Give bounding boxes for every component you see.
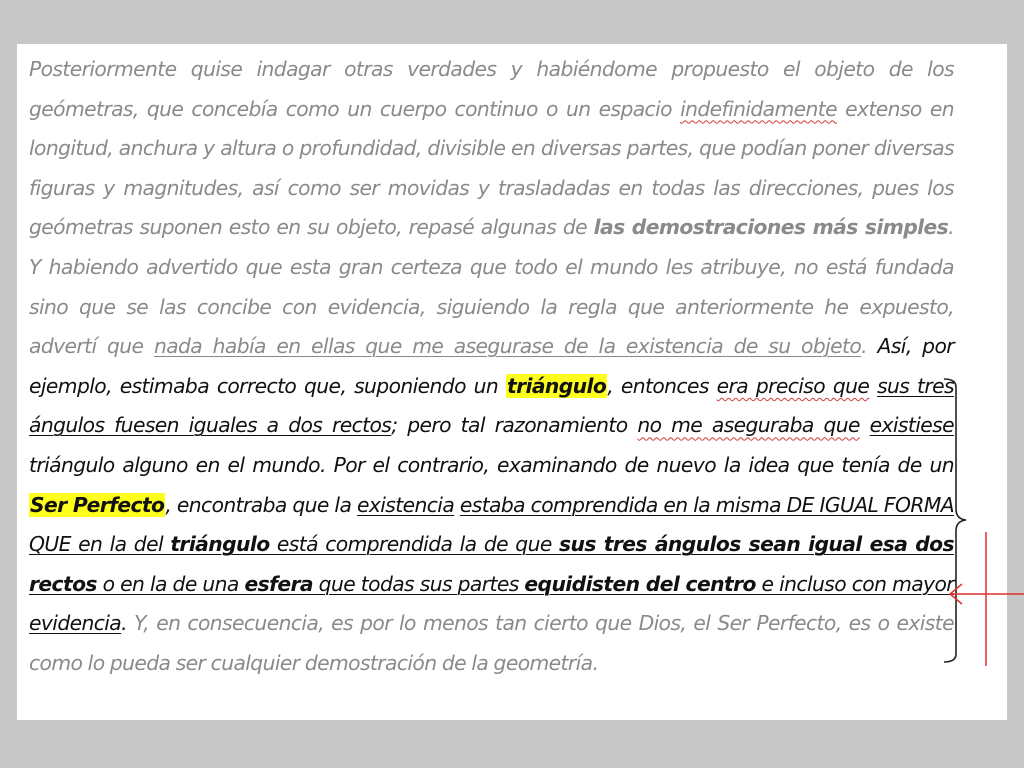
dark-text: .: [121, 611, 127, 636]
dark-text: , entonces: [607, 373, 717, 398]
paragraph: [29, 50, 954, 684]
underlined-phrase: nada había en ellas que me asegurase de la existencia de su objeto: [153, 334, 862, 359]
space: [869, 374, 877, 398]
underlined-phrase: la misma DE IGUAL FORMA QUE en la del: [29, 492, 955, 557]
highlighted-word: Ser Perfecto: [30, 492, 165, 517]
left-arrow-icon: [948, 532, 1024, 672]
dark-text: triángulo alguno en el mundo. Por el contrario, examinando de nuevo la idea que tenía de un: [29, 452, 954, 477]
underlined-word: existiese: [869, 413, 954, 438]
faded-text: . Y habiendo advertido que esta gran certeza que todo el mundo les atribuye, no está fundada sino que se las concibe con evidencia, siguiendo la regla que anteriormente he expuesto, advertí que: [29, 215, 955, 359]
highlighted-word: triángulo: [506, 373, 607, 398]
bold-underlined-phrase: sus tres ángulos sean igual esa dos rectos: [29, 532, 954, 596]
spellcheck-phrase: era preciso que: [716, 373, 870, 398]
faded-text: Y, en consecuencia, es por lo menos tan cierto que Dios, el Ser Perfecto, es o existe como lo pueda ser cualquier demostración de la geometría.: [29, 611, 954, 675]
bold-underlined-word: esfera: [244, 571, 313, 596]
document-page: [17, 44, 1007, 720]
faded-text: .: [861, 334, 878, 359]
dark-text: , encontraba que la: [165, 492, 357, 517]
underlined-phrase: está comprendida la de que: [269, 532, 560, 557]
underlined-phrase: o en la de una: [96, 571, 245, 596]
bold-underlined-word: triángulo: [170, 532, 270, 557]
faded-text: Posteriormente quise indagar otras verdades y habiéndome propuesto el objeto de los geómetras, que concebía como un cuerpo continuo o un espacio: [29, 57, 954, 121]
dark-text: ; pero tal razonamiento: [391, 413, 638, 438]
underlined-phrase: estaba comprendida en: [459, 492, 688, 517]
faded-text: extenso en longitud, anchura y altura o profundidad, divisible en diversas partes, que podían poner diversas figuras y magnitudes, así como ser movidas y trasladadas en todas las direcciones, pues los geómetras suponen esto en su objeto, repasé algunas de: [29, 96, 954, 240]
underlined-phrase: mayor evidencia: [29, 571, 954, 636]
spellcheck-phrase: no me aseguraba que: [637, 413, 860, 438]
underlined-phrase: que todas sus partes: [312, 571, 525, 596]
dark-text: Así, por ejemplo, estimaba correcto que, suponiendo un: [29, 334, 955, 398]
underlined-word: existencia: [356, 492, 455, 517]
space: [860, 413, 870, 437]
bold-phrase: las demostraciones más simples: [593, 215, 949, 240]
spellcheck-word: indefinidamente: [680, 96, 838, 121]
underlined-phrase: e incluso con: [755, 571, 893, 596]
bold-underlined-phrase: equidisten del centro: [524, 571, 756, 596]
underlined-phrase: sus tres ángulos fuesen iguales a dos rectos: [29, 373, 954, 438]
